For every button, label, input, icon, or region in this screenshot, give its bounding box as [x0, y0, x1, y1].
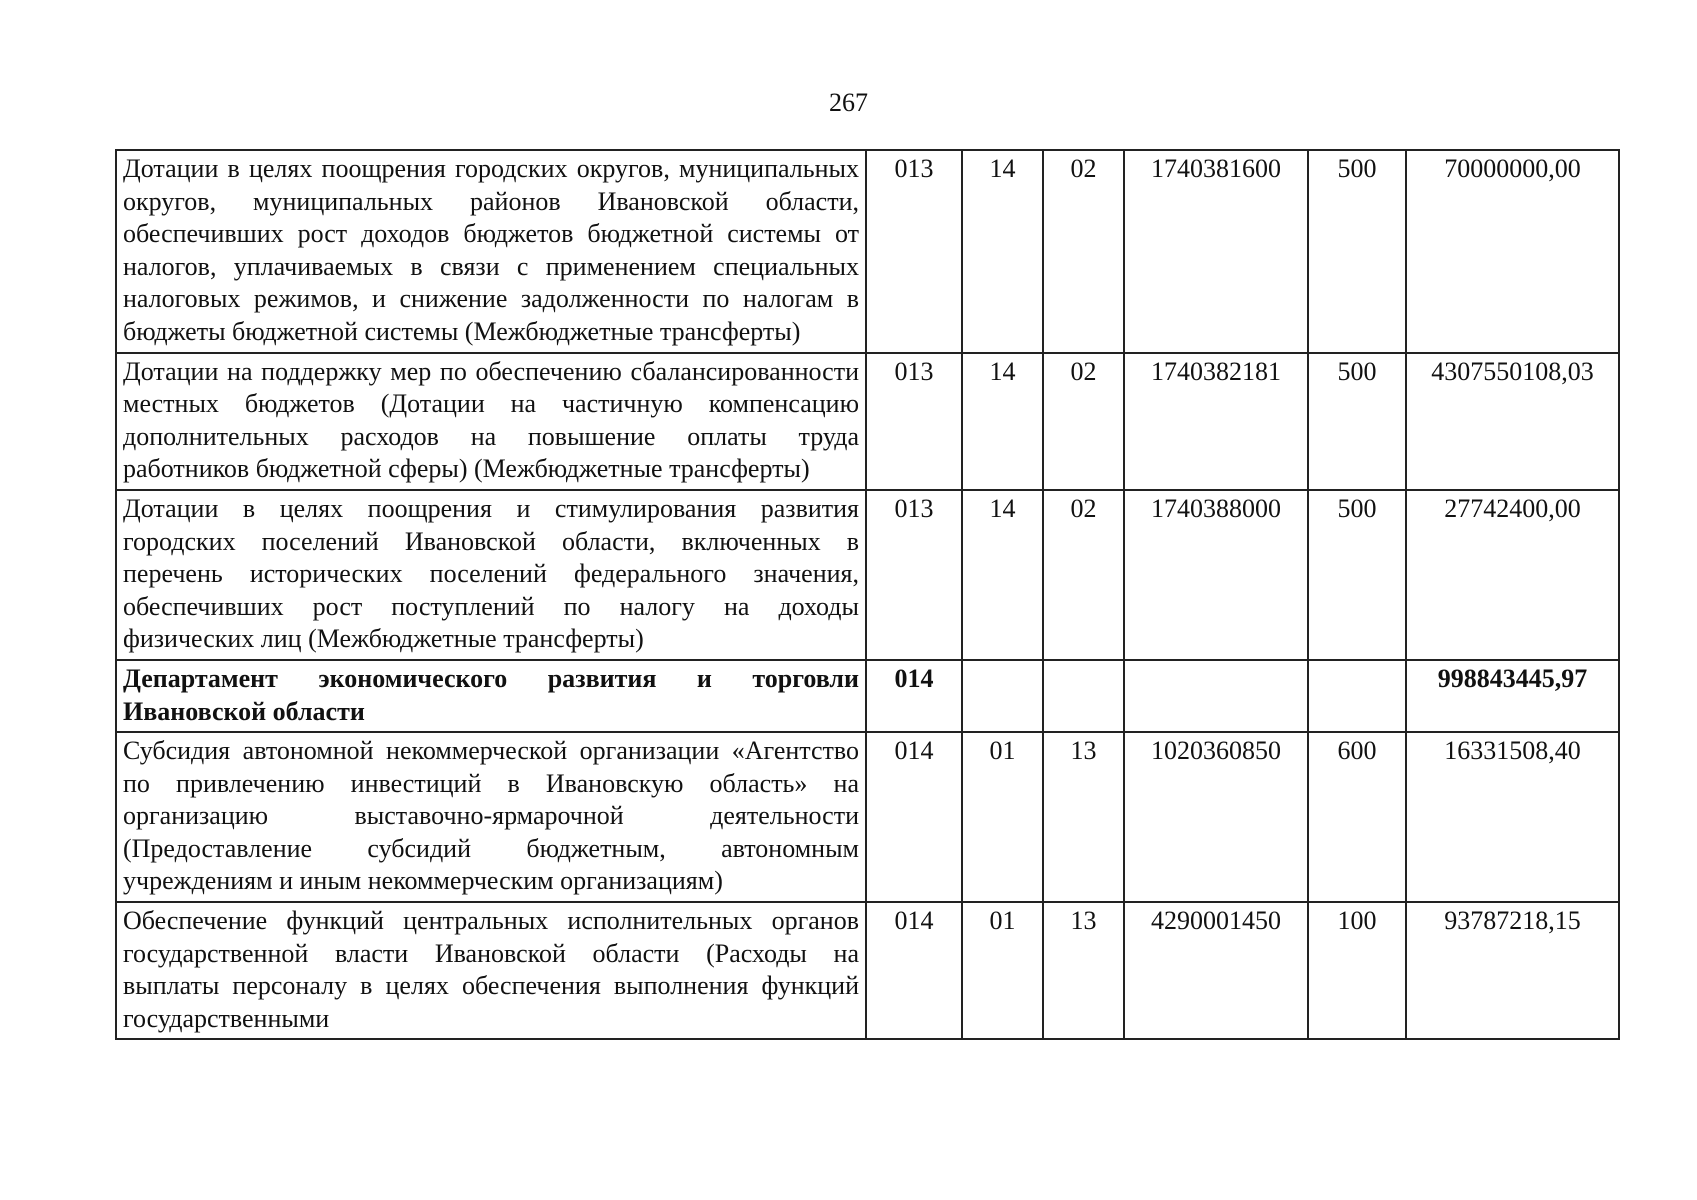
rz-code-cell: 14	[962, 490, 1043, 660]
csr-code-cell: 1740381600	[1124, 150, 1308, 353]
item-name-cell: Дотации в целях поощрения городских округов, муниципальных округов, муниципальных районов Ивановской области, обеспечивших рост доходов бюджетов бюджетной системы от налогов, уплачиваемых в связи с применением специальных налоговых режимов, и снижение задолженности по налогам в бюджеты бюджетной системы (Межбюджетные трансферты)	[116, 150, 866, 353]
rz-code-cell: 01	[962, 732, 1043, 902]
vr-code-cell: 500	[1308, 353, 1406, 490]
department-name-cell: Департамент экономического развития и торговли Ивановской области	[116, 660, 866, 732]
vr-code-cell	[1308, 660, 1406, 732]
gr-code-cell: 013	[866, 490, 962, 660]
csr-code-cell: 1740382181	[1124, 353, 1308, 490]
gr-code-cell: 014	[866, 902, 962, 1039]
item-name-cell: Обеспечение функций центральных исполнительных органов государственной власти Ивановской области (Расходы на выплаты персоналу в целях обеспечения выполнения функций государственными	[116, 902, 866, 1039]
table-row	[116, 150, 1619, 353]
department-total-amount: 998843445,97	[1406, 660, 1619, 732]
pr-code-cell: 02	[1043, 490, 1124, 660]
table-row	[116, 732, 1619, 902]
gr-code-cell: 013	[866, 150, 962, 353]
vr-code-cell: 600	[1308, 732, 1406, 902]
rz-code-cell: 14	[962, 150, 1043, 353]
budget-table	[115, 149, 1620, 1040]
pr-code-cell	[1043, 660, 1124, 732]
table-row	[116, 902, 1619, 1039]
pr-code-cell: 02	[1043, 150, 1124, 353]
rz-code-cell: 01	[962, 902, 1043, 1039]
gr-code-cell: 014	[866, 732, 962, 902]
csr-code-cell: 1020360850	[1124, 732, 1308, 902]
csr-code-cell: 1740388000	[1124, 490, 1308, 660]
amount-cell: 27742400,00	[1406, 490, 1619, 660]
item-name-cell: Дотации в целях поощрения и стимулирования развития городских поселений Ивановской области, включенных в перечень исторических поселений федерального значения, обеспечивших рост поступлений по налогу на доходы физических лиц (Межбюджетные трансферты)	[116, 490, 866, 660]
pr-code-cell: 13	[1043, 732, 1124, 902]
table-row	[116, 353, 1619, 490]
gr-code-cell: 013	[866, 353, 962, 490]
gr-code-cell: 014	[866, 660, 962, 732]
csr-code-cell	[1124, 660, 1308, 732]
rz-code-cell: 14	[962, 353, 1043, 490]
rz-code-cell	[962, 660, 1043, 732]
amount-cell: 70000000,00	[1406, 150, 1619, 353]
amount-cell: 93787218,15	[1406, 902, 1619, 1039]
page-number: 267	[829, 88, 868, 117]
vr-code-cell: 500	[1308, 150, 1406, 353]
vr-code-cell: 500	[1308, 490, 1406, 660]
amount-cell: 16331508,40	[1406, 732, 1619, 902]
amount-cell: 4307550108,03	[1406, 353, 1619, 490]
item-name-cell: Дотации на поддержку мер по обеспечению сбалансированности местных бюджетов (Дотации на частичную компенсацию дополнительных расходов на повышение оплаты труда работников бюджетной сферы) (Межбюджетные трансферты)	[116, 353, 866, 490]
item-name-cell: Субсидия автономной некоммерческой организации «Агентство по привлечению инвестиций в Ивановскую область» на организацию выставочно-ярмарочной деятельности (Предоставление субсидий бюджетным, автономным учреждениям и иным некоммерческим организациям)	[116, 732, 866, 902]
csr-code-cell: 4290001450	[1124, 902, 1308, 1039]
pr-code-cell: 02	[1043, 353, 1124, 490]
vr-code-cell: 100	[1308, 902, 1406, 1039]
table-row	[116, 490, 1619, 660]
department-total-row	[116, 660, 1619, 732]
pr-code-cell: 13	[1043, 902, 1124, 1039]
